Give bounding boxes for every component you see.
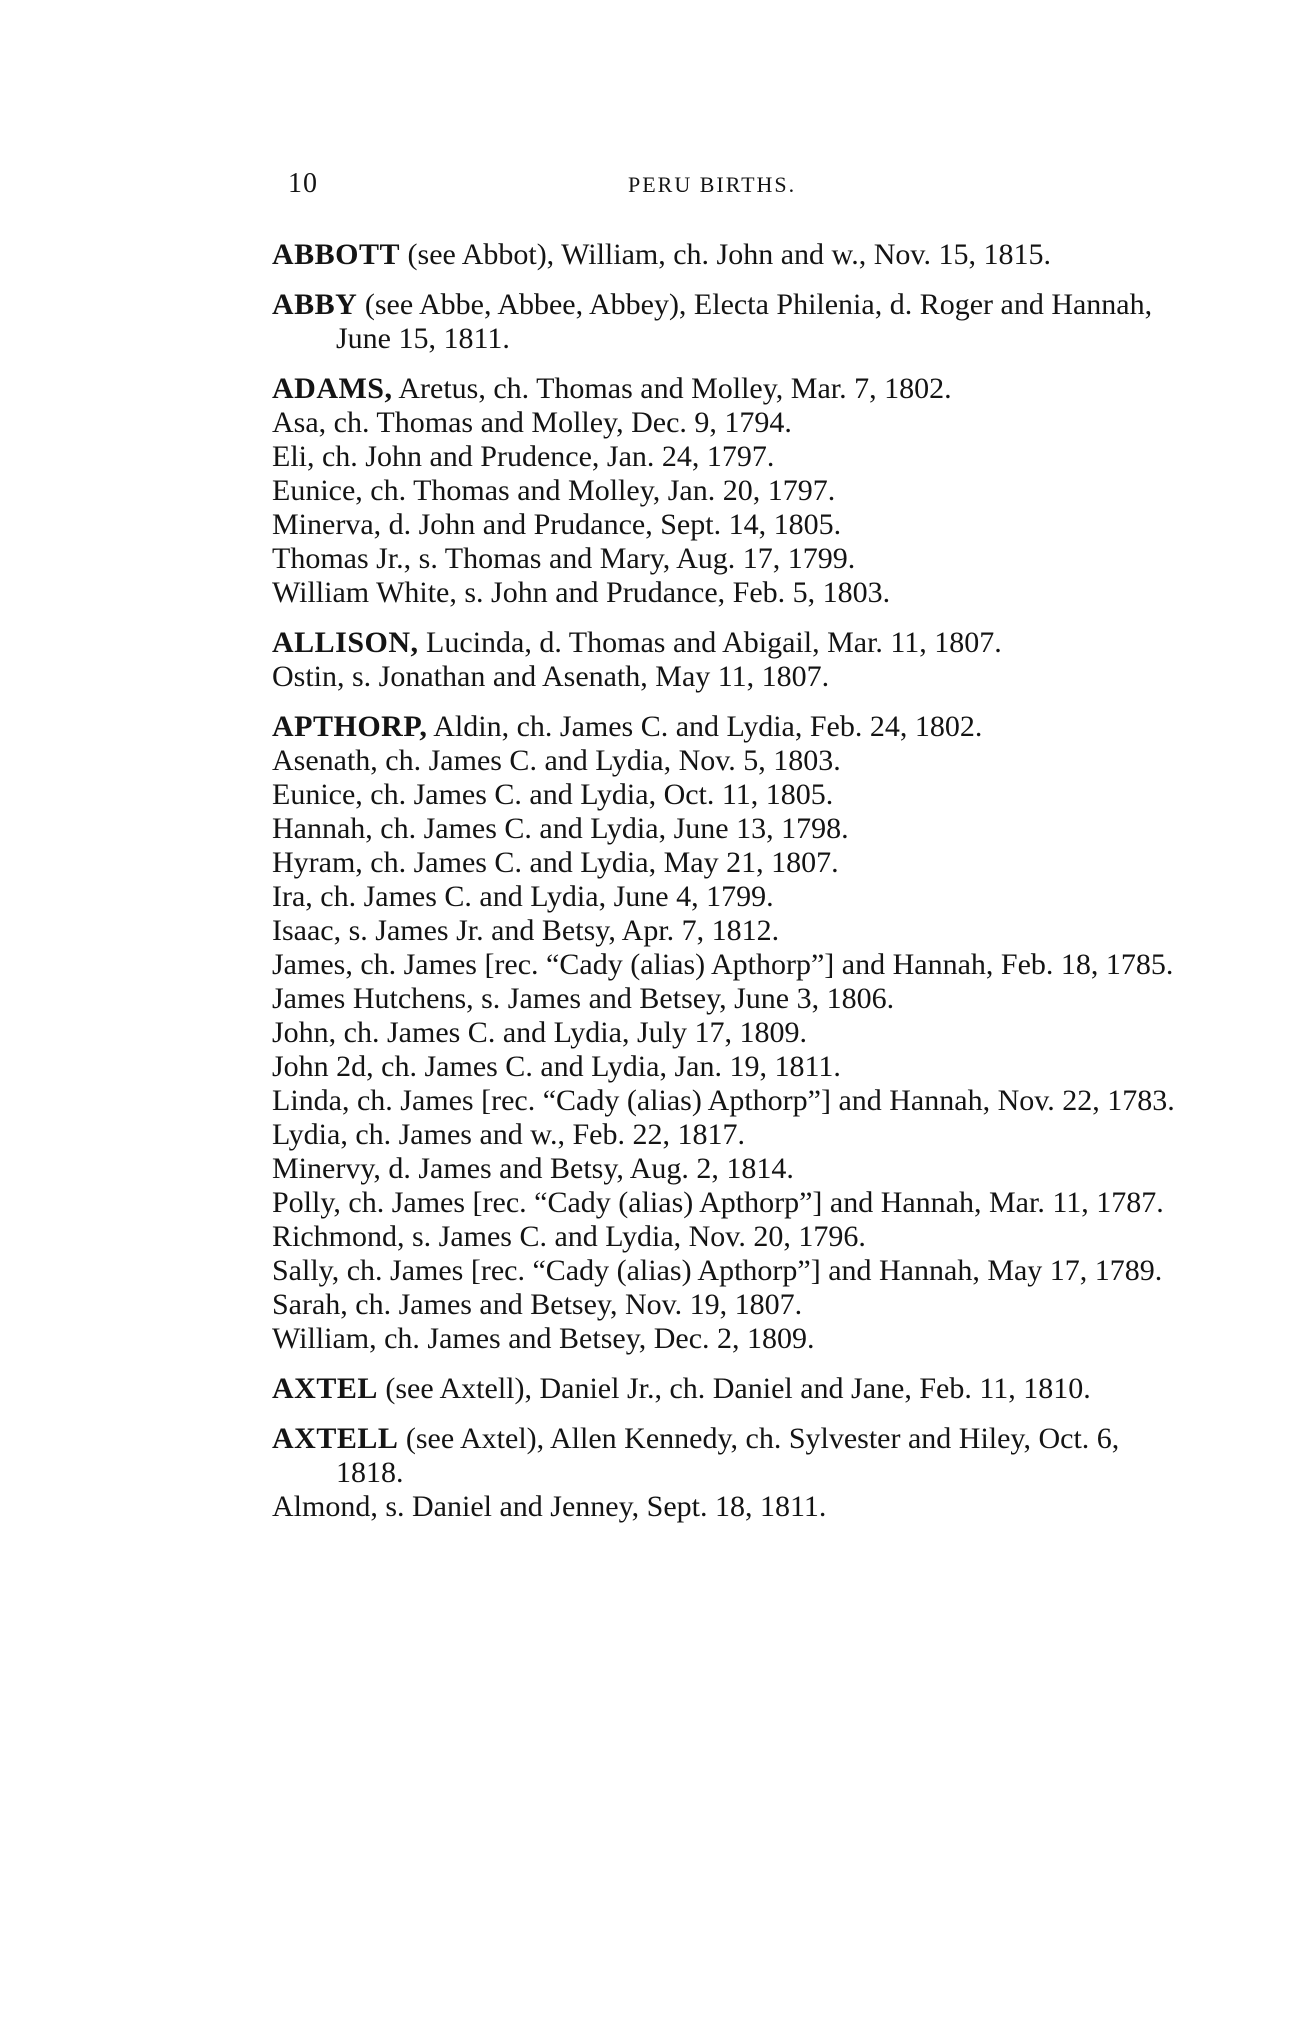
birth-entry xyxy=(272,1422,1192,1490)
entry-text: Lucinda, d. Thomas and Abigail, Mar. 11, 1807. xyxy=(418,626,1002,659)
entry-text: Isaac, s. James Jr. and Betsy, Apr. 7, 1812. xyxy=(272,914,780,947)
entry-text: James Hutchens, s. James and Betsey, June 3, 1806. xyxy=(272,982,895,1015)
surname-heading: AXTEL xyxy=(272,1372,378,1405)
birth-entry xyxy=(272,1050,1192,1084)
birth-entry xyxy=(272,812,1192,846)
surname-heading: ABBOTT xyxy=(272,238,401,271)
entry-text: Aretus, ch. Thomas and Molley, Mar. 7, 1802. xyxy=(392,372,952,405)
birth-entry xyxy=(272,1372,1192,1406)
entry-text: Almond, s. Daniel and Jenney, Sept. 18, 1811. xyxy=(272,1490,827,1523)
page-number: 10 xyxy=(288,168,318,199)
birth-entry xyxy=(272,982,1192,1016)
birth-entry xyxy=(272,406,1192,440)
entry-text: Ostin, s. Jonathan and Asenath, May 11, 1807. xyxy=(272,660,830,693)
birth-entry xyxy=(272,1490,1192,1524)
surname-heading: ABBY xyxy=(272,288,358,321)
running-head xyxy=(288,168,1188,208)
birth-entry xyxy=(272,1220,1192,1254)
entry-text: Hyram, ch. James C. and Lydia, May 21, 1807. xyxy=(272,846,839,879)
surname-heading: ADAMS, xyxy=(272,372,393,405)
entry-text: Aldin, ch. James C. and Lydia, Feb. 24, 1802. xyxy=(427,710,983,743)
birth-entry xyxy=(272,1288,1192,1322)
surname-group xyxy=(272,626,1192,694)
birth-entry xyxy=(272,710,1192,744)
birth-entry xyxy=(272,1186,1192,1220)
surname-group xyxy=(272,238,1192,272)
surname-group xyxy=(272,288,1192,356)
surname-group xyxy=(272,1422,1192,1524)
entry-text: John, ch. James C. and Lydia, July 17, 1809. xyxy=(272,1016,807,1049)
entry-text: Polly, ch. James [rec. “Cady (alias) Apthorp”] and Hannah, Mar. 11, 1787. xyxy=(272,1186,1164,1219)
birth-entry xyxy=(272,880,1192,914)
birth-entry xyxy=(272,1152,1192,1186)
birth-entry xyxy=(272,474,1192,508)
entry-text: Asenath, ch. James C. and Lydia, Nov. 5, 1803. xyxy=(272,744,841,777)
birth-entry xyxy=(272,1254,1192,1288)
entry-text: Lydia, ch. James and w., Feb. 22, 1817. xyxy=(272,1118,745,1151)
birth-entry xyxy=(272,948,1192,982)
entry-text: Hannah, ch. James C. and Lydia, June 13, 1798. xyxy=(272,812,849,845)
birth-entry xyxy=(272,626,1192,660)
birth-entry xyxy=(272,914,1192,948)
birth-entry xyxy=(272,1084,1192,1118)
birth-entry xyxy=(272,372,1192,406)
entry-text: Ira, ch. James C. and Lydia, June 4, 1799. xyxy=(272,880,774,913)
birth-entry xyxy=(272,576,1192,610)
entry-text: Minerva, d. John and Prudance, Sept. 14, 1805. xyxy=(272,508,842,541)
entry-text: (see Abbe, Abbee, Abbey), Electa Philenia, d. Roger and Hannah, June 15, 1811. xyxy=(336,288,1153,355)
entry-text: Richmond, s. James C. and Lydia, Nov. 20, 1796. xyxy=(272,1220,866,1253)
birth-entry xyxy=(272,778,1192,812)
entry-list xyxy=(272,238,1192,1540)
entry-text: William White, s. John and Prudance, Feb. 5, 1803. xyxy=(272,576,891,609)
birth-entry xyxy=(272,1118,1192,1152)
surname-heading: APTHORP, xyxy=(272,710,428,743)
entry-text: Minervy, d. James and Betsy, Aug. 2, 1814. xyxy=(272,1152,794,1185)
birth-entry xyxy=(272,744,1192,778)
entry-text: Eunice, ch. James C. and Lydia, Oct. 11, 1805. xyxy=(272,778,834,811)
surname-heading: ALLISON, xyxy=(272,626,419,659)
page-title: PERU BIRTHS. xyxy=(628,172,797,197)
birth-entry xyxy=(272,440,1192,474)
entry-text: Asa, ch. Thomas and Molley, Dec. 9, 1794. xyxy=(272,406,792,439)
surname-group xyxy=(272,710,1192,1356)
entry-text: (see Axtell), Daniel Jr., ch. Daniel and Jane, Feb. 11, 1810. xyxy=(377,1372,1091,1405)
entry-text: (see Axtel), Allen Kennedy, ch. Sylvester and Hiley, Oct. 6, 1818. xyxy=(336,1422,1120,1489)
birth-entry xyxy=(272,660,1192,694)
birth-entry xyxy=(272,288,1192,356)
birth-entry xyxy=(272,238,1192,272)
entry-text: John 2d, ch. James C. and Lydia, Jan. 19, 1811. xyxy=(272,1050,841,1083)
entry-text: (see Abbot), William, ch. John and w., Nov. 15, 1815. xyxy=(400,238,1051,271)
entry-text: Eunice, ch. Thomas and Molley, Jan. 20, 1797. xyxy=(272,474,836,507)
birth-entry xyxy=(272,1322,1192,1356)
entry-text: Eli, ch. John and Prudence, Jan. 24, 1797. xyxy=(272,440,775,473)
surname-group xyxy=(272,1372,1192,1406)
birth-entry xyxy=(272,508,1192,542)
birth-entry xyxy=(272,846,1192,880)
birth-entry xyxy=(272,1016,1192,1050)
entry-text: Sally, ch. James [rec. “Cady (alias) Apthorp”] and Hannah, May 17, 1789. xyxy=(272,1254,1163,1287)
entry-text: Linda, ch. James [rec. “Cady (alias) Apthorp”] and Hannah, Nov. 22, 1783. xyxy=(272,1084,1175,1117)
entry-text: William, ch. James and Betsey, Dec. 2, 1809. xyxy=(272,1322,815,1355)
birth-entry xyxy=(272,542,1192,576)
surname-group xyxy=(272,372,1192,610)
entry-text: James, ch. James [rec. “Cady (alias) Apthorp”] and Hannah, Feb. 18, 1785. xyxy=(272,948,1174,981)
surname-heading: AXTELL xyxy=(272,1422,399,1455)
entry-text: Sarah, ch. James and Betsey, Nov. 19, 1807. xyxy=(272,1288,803,1321)
entry-text: Thomas Jr., s. Thomas and Mary, Aug. 17, 1799. xyxy=(272,542,856,575)
